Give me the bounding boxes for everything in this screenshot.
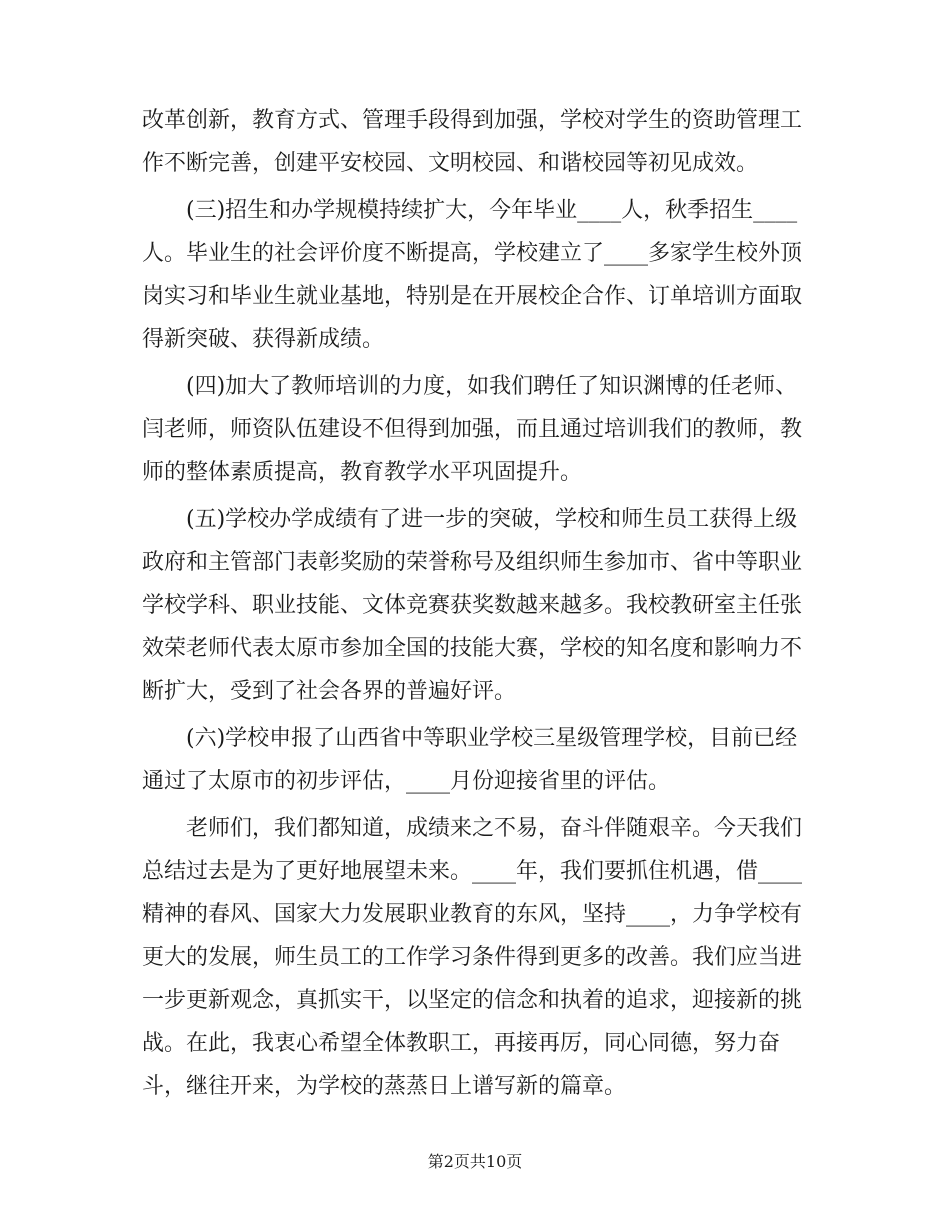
text-line: 得新突破、获得新成绩。 xyxy=(142,327,385,352)
text-line: 总结过去是为了更好地展望未来。____年，我们要抓住机遇，借____ xyxy=(142,859,803,884)
text-line: 断扩大，受到了社会各界的普遍好评。 xyxy=(142,679,517,704)
text-line: (四)加大了教师培训的力度，如我们聘任了知识渊博的任老师、 xyxy=(186,374,798,399)
text-line: 效荣老师代表太原市参加全国的技能大赛，学校的知名度和影响力不 xyxy=(142,636,803,661)
text-line: 改革创新，教育方式、管理手段得到加强，学校对学生的资助管理工 xyxy=(142,108,803,133)
text-line: 通过了太原市的初步评估，____月份迎接省里的评估。 xyxy=(142,769,671,794)
text-line: 人。毕业生的社会评价度不断提高，学校建立了____多家学生校外顶 xyxy=(142,241,803,266)
text-line: 师的整体素质提高，教育教学水平巩固提升。 xyxy=(142,460,583,485)
text-line: (三)招生和办学规模持续扩大，今年毕业____人，秋季招生____ xyxy=(186,198,798,223)
text-line: (五)学校办学成绩有了进一步的突破，学校和师生员工获得上级 xyxy=(186,507,798,532)
text-line: 岗实习和毕业生就业基地，特别是在开展校企合作、订单培训方面取 xyxy=(142,284,803,309)
text-line: 精神的春风、国家大力发展职业教育的东风，坚持____，力争学校有 xyxy=(142,902,803,927)
text-line: 更大的发展，师生员工的工作学习条件得到更多的改善。我们应当进 xyxy=(142,945,803,970)
text-line: 一步更新观念，真抓实干，以坚定的信念和执着的追求，迎接新的挑 xyxy=(142,988,803,1013)
text-line: 闫老师，师资队伍建设不但得到加强，而且通过培训我们的教师，教 xyxy=(142,417,803,442)
text-line: 学校学科、职业技能、文体竞赛获奖数越来越多。我校教研室主任张 xyxy=(142,593,803,618)
text-line: 政府和主管部门表彰奖励的荣誉称号及组织师生参加市、省中等职业 xyxy=(142,550,803,575)
text-line: 老师们，我们都知道，成绩来之不易，奋斗伴随艰辛。今天我们 xyxy=(186,816,803,841)
text-line: 作不断完善，创建平安校园、文明校园、和谐校园等初见成效。 xyxy=(142,151,759,176)
page-number-footer: 第2页共10页 xyxy=(427,1152,523,1171)
text-line: 斗，继往开来，为学校的蒸蒸日上谱写新的篇章。 xyxy=(142,1074,627,1099)
text-line: (六)学校申报了山西省中等职业学校三星级管理学校，目前已经 xyxy=(186,726,798,751)
text-line: 战。在此，我衷心希望全体教职工，再接再厉，同心同德，努力奋 xyxy=(142,1031,781,1056)
